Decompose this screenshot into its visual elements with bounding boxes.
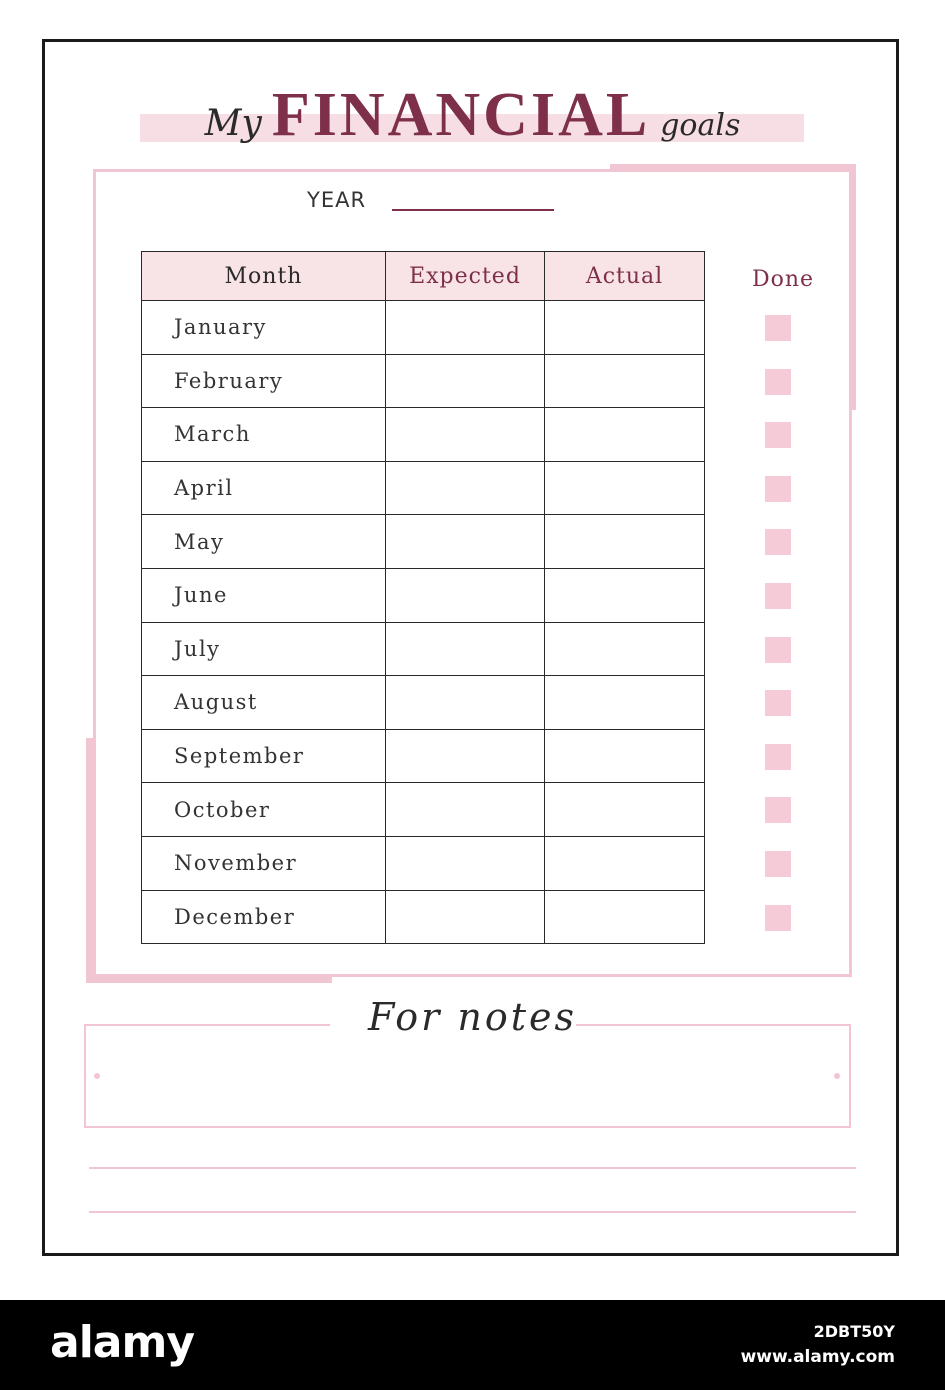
expected-cell[interactable] bbox=[386, 461, 545, 515]
notes-line[interactable] bbox=[89, 1167, 856, 1169]
done-checkbox[interactable] bbox=[765, 476, 791, 502]
expected-cell[interactable] bbox=[386, 515, 545, 569]
actual-cell[interactable] bbox=[545, 568, 705, 622]
notes-box[interactable] bbox=[84, 1024, 851, 1128]
done-checkbox[interactable] bbox=[765, 690, 791, 716]
month-cell: November bbox=[142, 836, 386, 890]
actual-cell[interactable] bbox=[545, 783, 705, 837]
month-cell: July bbox=[142, 622, 386, 676]
title-suffix: goals bbox=[660, 108, 741, 143]
month-cell: August bbox=[142, 676, 386, 730]
actual-cell[interactable] bbox=[545, 408, 705, 462]
decor-corner-top-right bbox=[610, 164, 856, 169]
table-row bbox=[142, 354, 705, 408]
decor-edge-right bbox=[850, 164, 856, 410]
actual-cell[interactable] bbox=[545, 515, 705, 569]
notes-title: For notes bbox=[367, 995, 578, 1039]
expected-cell[interactable] bbox=[386, 836, 545, 890]
month-cell: April bbox=[142, 461, 386, 515]
table-header-row bbox=[142, 252, 705, 301]
actual-cell[interactable] bbox=[545, 729, 705, 783]
header-done: Done bbox=[752, 267, 815, 292]
done-checkbox[interactable] bbox=[765, 422, 791, 448]
page-title bbox=[0, 80, 945, 151]
table-row bbox=[142, 408, 705, 462]
done-checkbox[interactable] bbox=[765, 905, 791, 931]
table-row bbox=[142, 676, 705, 730]
notes-line[interactable] bbox=[89, 1211, 856, 1213]
expected-cell[interactable] bbox=[386, 568, 545, 622]
notes-dot-right bbox=[834, 1073, 840, 1079]
done-checkbox[interactable] bbox=[765, 529, 791, 555]
image-id: 2DBT50Y bbox=[813, 1322, 895, 1341]
month-cell: June bbox=[142, 568, 386, 622]
table-row bbox=[142, 301, 705, 355]
month-cell: March bbox=[142, 408, 386, 462]
header-expected: Expected bbox=[386, 252, 545, 301]
done-checkbox[interactable] bbox=[765, 744, 791, 770]
expected-cell[interactable] bbox=[386, 301, 545, 355]
goals-table bbox=[141, 251, 705, 944]
expected-cell[interactable] bbox=[386, 408, 545, 462]
month-cell: September bbox=[142, 729, 386, 783]
year-field[interactable] bbox=[392, 209, 554, 211]
actual-cell[interactable] bbox=[545, 890, 705, 944]
actual-cell[interactable] bbox=[545, 354, 705, 408]
decor-corner-bottom-left bbox=[86, 975, 332, 983]
table-row bbox=[142, 461, 705, 515]
header-month: Month bbox=[142, 252, 386, 301]
actual-cell[interactable] bbox=[545, 836, 705, 890]
table-row bbox=[142, 729, 705, 783]
table-row bbox=[142, 568, 705, 622]
done-checkbox[interactable] bbox=[765, 851, 791, 877]
table-row bbox=[142, 515, 705, 569]
done-checkbox[interactable] bbox=[765, 637, 791, 663]
table-row bbox=[142, 783, 705, 837]
actual-cell[interactable] bbox=[545, 461, 705, 515]
expected-cell[interactable] bbox=[386, 622, 545, 676]
month-cell: October bbox=[142, 783, 386, 837]
decor-edge-left bbox=[86, 738, 93, 983]
expected-cell[interactable] bbox=[386, 890, 545, 944]
month-cell: January bbox=[142, 301, 386, 355]
alamy-logo: alamy bbox=[50, 1317, 194, 1368]
site-url: www.alamy.com bbox=[740, 1347, 895, 1367]
title-main: FINANCIAL bbox=[271, 81, 651, 149]
month-cell: December bbox=[142, 890, 386, 944]
expected-cell[interactable] bbox=[386, 783, 545, 837]
done-checkbox[interactable] bbox=[765, 583, 791, 609]
month-cell: May bbox=[142, 515, 386, 569]
header-actual: Actual bbox=[545, 252, 705, 301]
expected-cell[interactable] bbox=[386, 729, 545, 783]
notes-dot-left bbox=[94, 1073, 100, 1079]
table-row bbox=[142, 836, 705, 890]
actual-cell[interactable] bbox=[545, 676, 705, 730]
expected-cell[interactable] bbox=[386, 676, 545, 730]
table-row bbox=[142, 622, 705, 676]
actual-cell[interactable] bbox=[545, 622, 705, 676]
title-prefix: My bbox=[204, 103, 262, 144]
done-checkbox[interactable] bbox=[765, 315, 791, 341]
table-row bbox=[142, 890, 705, 944]
month-cell: February bbox=[142, 354, 386, 408]
done-checkbox[interactable] bbox=[765, 369, 791, 395]
actual-cell[interactable] bbox=[545, 301, 705, 355]
done-checkbox[interactable] bbox=[765, 797, 791, 823]
year-label: YEAR bbox=[307, 188, 367, 212]
expected-cell[interactable] bbox=[386, 354, 545, 408]
